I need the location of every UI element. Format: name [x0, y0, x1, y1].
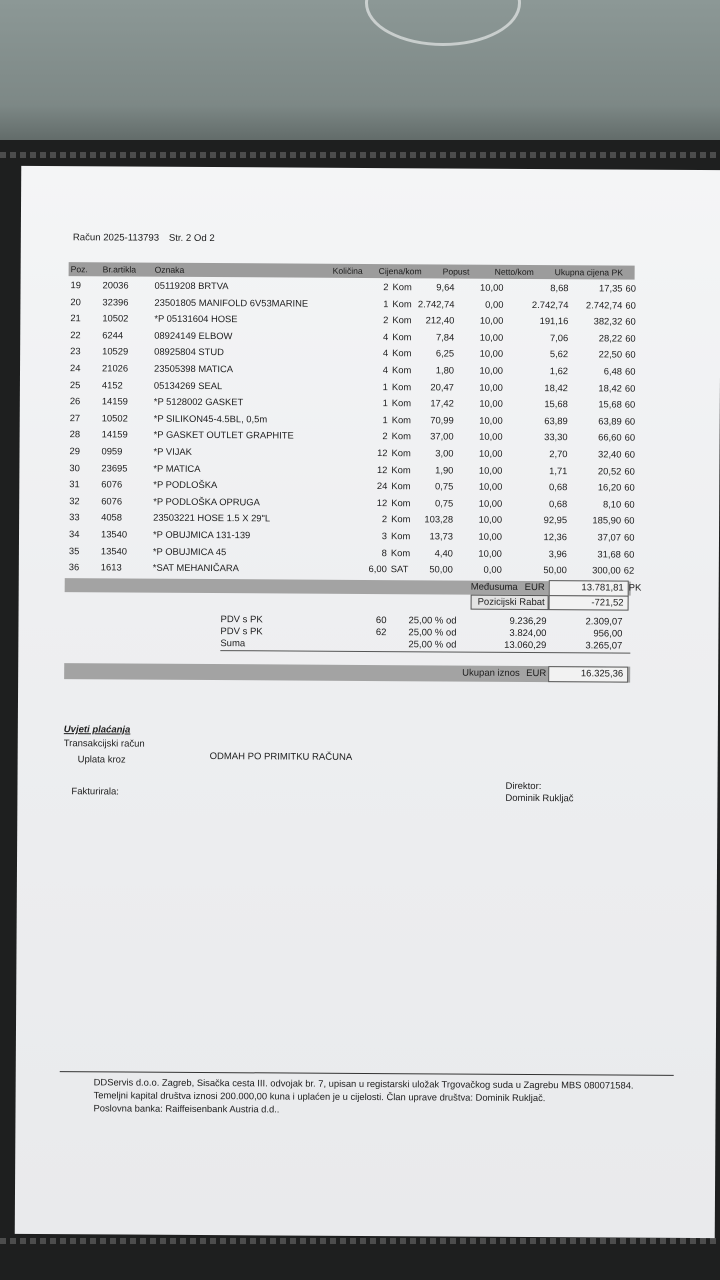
cell-neto: 63,89	[544, 414, 568, 427]
footer-bank-line: Poslovna banka: Raiffeisenbank Austria d.d..	[93, 1102, 280, 1115]
vat-amount: 2.309,07	[585, 616, 623, 628]
cell-cijena: 1,90	[435, 463, 454, 476]
cell-poz: 24	[70, 362, 81, 374]
cell-qty: 1	[382, 413, 388, 425]
cell-unit: Kom	[391, 447, 411, 459]
cell-neto: 50,00	[543, 564, 567, 576]
cell-ukupno: 18,42	[598, 381, 622, 394]
page-number: Str. 2 Od 2	[168, 232, 215, 245]
col-total: Ukupna cijena PK	[554, 267, 623, 278]
cell-pk: 60	[624, 415, 636, 427]
cell-ukupno: 17,35	[599, 282, 623, 294]
cell-popust: 10,00	[478, 464, 503, 476]
cell-unit: Kom	[392, 330, 412, 343]
cell-cijena: 4,40	[434, 546, 453, 559]
cell-art: 10529	[102, 345, 129, 357]
cell-oznaka: *P PODLOŠKA OPRUGA	[153, 495, 260, 508]
cell-cijena: 2.742,74	[417, 297, 455, 310]
folder-stitching-bottom	[0, 1238, 720, 1244]
cell-ukupno: 382,32	[593, 315, 623, 327]
cell-popust: 10,00	[479, 414, 503, 426]
table-surface	[0, 0, 720, 150]
cell-qty: 2	[383, 281, 389, 293]
cell-neto: 18,42	[544, 381, 568, 393]
cell-pk: 60	[624, 498, 635, 510]
cell-neto: 5,62	[549, 348, 569, 360]
cell-qty: 1	[382, 397, 388, 409]
cell-pk: 60	[624, 382, 636, 394]
cell-art: 6076	[101, 495, 123, 507]
cell-ukupno: 37,07	[597, 531, 622, 543]
cell-qty: 2	[381, 513, 388, 525]
cell-cijena: 6,25	[435, 347, 455, 359]
cell-unit: Kom	[390, 530, 411, 542]
cell-ukupno: 300,00	[592, 564, 621, 576]
col-quantity: Količina	[332, 265, 363, 276]
cell-unit: Kom	[391, 430, 411, 442]
subtotal-bar	[65, 578, 631, 595]
cell-art: 6076	[101, 478, 123, 490]
cell-unit: Kom	[391, 496, 411, 509]
cell-cijena: 9,64	[436, 281, 455, 293]
cell-unit: Kom	[391, 480, 411, 492]
cell-qty: 12	[377, 447, 388, 459]
cell-neto: 7,06	[549, 331, 569, 344]
cell-oznaka: *SAT MEHANIČARA	[152, 561, 239, 574]
cell-neto: 0,68	[549, 481, 568, 493]
cell-art: 21026	[102, 362, 129, 374]
cell-poz: 27	[69, 411, 81, 424]
cell-popust: 10,00	[479, 348, 504, 360]
cell-cijena: 1,80	[435, 364, 455, 376]
cell-qty: 8	[381, 546, 387, 558]
cell-oznaka: *P OBUJMICA 45	[152, 545, 227, 557]
cell-ukupno: 63,89	[598, 415, 622, 427]
invoiced-by-label: Fakturirala:	[71, 786, 119, 798]
cell-cijena: 0,75	[434, 497, 454, 509]
cell-unit: Kom	[391, 397, 412, 409]
cell-oznaka: *P PODLOŠKA	[153, 478, 218, 491]
cell-unit: Kom	[391, 413, 412, 426]
cell-qty: 4	[382, 364, 389, 376]
cell-popust: 10,00	[479, 314, 504, 327]
cell-poz: 23	[70, 345, 81, 357]
cell-neto: 33,30	[544, 431, 568, 443]
cell-neto: 2,70	[549, 448, 568, 460]
cell-oznaka: *P MATICA	[153, 462, 201, 474]
vat-label: Suma	[220, 638, 246, 650]
cell-popust: 10,00	[479, 381, 503, 393]
rabat-box	[549, 595, 629, 610]
cell-poz: 31	[69, 478, 80, 490]
payment-account: Transakcijski račun	[63, 738, 145, 750]
cell-pk: 60	[624, 465, 635, 477]
cell-poz: 25	[69, 378, 81, 390]
cell-cijena: 103,28	[424, 513, 454, 525]
cell-poz: 32	[69, 494, 80, 507]
cell-poz: 19	[70, 279, 82, 291]
footer-divider	[60, 1071, 674, 1076]
cell-oznaka: *P OBUJMICA 131-139	[152, 528, 251, 541]
cell-art: 6244	[102, 329, 124, 341]
cell-art: 20036	[102, 279, 129, 291]
cell-unit: Kom	[392, 314, 412, 326]
cell-pk: 60	[623, 531, 635, 543]
cell-oznaka: 05119208 BRTVA	[154, 279, 229, 292]
cell-unit: SAT	[390, 563, 409, 575]
cell-poz: 20	[70, 295, 81, 307]
cell-qty: 4	[382, 330, 389, 342]
cell-qty: 1	[383, 297, 389, 309]
payment-via-value: ODMAH PO PRIMITKU RAČUNA	[209, 751, 353, 763]
cell-qty: 1	[382, 380, 388, 392]
cell-art: 0959	[101, 445, 123, 457]
total-value: 16.325,36	[580, 668, 624, 680]
cell-unit: Kom	[391, 364, 412, 376]
cell-art: 23695	[101, 461, 128, 474]
cell-pk: 62	[623, 564, 635, 576]
cell-ukupno: 15,68	[598, 398, 622, 410]
vat-label: PDV s PK	[220, 614, 263, 626]
cell-poz: 21	[70, 312, 81, 324]
cell-popust: 10,00	[478, 547, 502, 559]
cell-oznaka: 08924149 ELBOW	[154, 329, 233, 341]
cell-oznaka: 23505398 MATICA	[154, 362, 234, 375]
cell-popust: 10,00	[480, 281, 504, 293]
cell-neto: 92,95	[543, 514, 568, 526]
col-net: Netto/kom	[494, 266, 534, 278]
cell-poz: 22	[70, 328, 81, 341]
cell-cijena: 70,99	[430, 414, 454, 426]
subtotal-pk: PK	[628, 582, 642, 594]
cell-popust: 10,00	[478, 530, 503, 542]
cell-ukupno: 6,48	[603, 365, 623, 377]
cell-poz: 33	[69, 511, 80, 523]
footer-capital-line: Temeljni kapital društva iznosi 200.000,00 kuna i uplaćen je u cijelosti. Član uprave društva: Dominik Rukljač.	[93, 1089, 546, 1104]
cell-unit: Kom	[392, 281, 412, 293]
rabat-label-box	[471, 595, 549, 610]
cell-art: 13540	[100, 544, 128, 557]
vat-base: 9.236,29	[509, 615, 547, 628]
cell-qty: 4	[382, 347, 389, 359]
vat-rate: 25,00 % od	[408, 615, 457, 627]
cell-qty: 12	[376, 463, 388, 475]
cell-cijena: 17,42	[430, 397, 454, 409]
cell-cijena: 212,40	[425, 314, 455, 326]
payment-via-label: Uplata kroz	[77, 754, 126, 766]
cell-oznaka: 23501805 MANIFOLD 6V53MARINE	[154, 296, 309, 309]
cell-poz: 36	[68, 561, 80, 573]
cell-popust: 10,00	[478, 514, 503, 526]
invoice-number: Račun 2025-113793	[72, 232, 160, 244]
rabat-label: Pozicijski Rabat	[477, 596, 545, 609]
cell-qty: 12	[376, 496, 388, 508]
cell-art: 14159	[101, 428, 128, 440]
cell-popust: 10,00	[478, 480, 503, 493]
cell-oznaka: *P 5128002 GASKET	[153, 395, 244, 408]
cell-pk: 60	[624, 398, 636, 410]
cell-unit: Kom	[391, 380, 412, 392]
cell-qty: 2	[382, 430, 388, 442]
cell-art: 13540	[100, 528, 128, 540]
table-row	[19, 560, 719, 580]
cell-pk: 60	[625, 315, 636, 327]
col-discount: Popust	[442, 266, 470, 277]
cell-ukupno: 22,50	[598, 348, 623, 360]
cell-neto: 15,68	[544, 398, 568, 410]
cell-neto: 2.742,74	[531, 298, 569, 310]
cell-unit: Kom	[390, 546, 411, 558]
vat-amount: 956,00	[593, 628, 623, 640]
cell-unit: Kom	[391, 513, 411, 525]
cell-unit: Kom	[392, 297, 412, 309]
cell-pk: 60	[624, 431, 636, 444]
footer-company-line: DDServis d.o.o. Zagreb, Sisačka cesta III. odvojak br. 7, upisan u registarski uložak Trgovačkog suda u Zagrebu MBS 080071584.	[93, 1076, 634, 1091]
vat-code: 60	[375, 615, 387, 627]
subtotal-box	[549, 580, 629, 596]
cell-popust: 10,00	[479, 447, 503, 459]
total-currency: EUR	[526, 667, 547, 680]
payment-terms-title: Uvjeti plaćanja	[63, 724, 131, 736]
folder-stitching-top	[0, 152, 720, 158]
cell-ukupno: 20,52	[597, 464, 622, 477]
cell-cijena: 37,00	[430, 430, 454, 442]
cell-pk: 60	[625, 299, 636, 311]
director-name: Dominik Rukljač	[505, 792, 574, 805]
cell-art: 1613	[100, 561, 122, 573]
subtotal-label: Međusuma	[470, 581, 518, 593]
cell-pk: 60	[624, 481, 635, 493]
vat-underline	[220, 650, 630, 654]
cell-cijena: 7,84	[435, 331, 455, 343]
cell-pk: 60	[625, 282, 637, 294]
cell-neto: 1,62	[549, 365, 569, 377]
cell-ukupno: 185,90	[592, 514, 622, 526]
vat-base: 3.824,00	[509, 627, 547, 640]
cell-neto: 1,71	[549, 464, 568, 476]
cell-cijena: 3,00	[435, 447, 454, 459]
vat-code: 62	[375, 627, 387, 639]
table-header	[69, 262, 635, 279]
cell-cijena: 13,73	[429, 530, 454, 542]
light-reflection	[365, 0, 521, 46]
cell-ukupno: 66,60	[598, 431, 622, 443]
cell-neto: 0,68	[548, 497, 568, 510]
invoice-page	[15, 166, 720, 1238]
cell-poz: 35	[68, 544, 80, 556]
cell-art: 32396	[102, 295, 129, 308]
cell-poz: 26	[69, 395, 81, 407]
cell-art: 14159	[101, 395, 128, 407]
col-article: Br.artikla	[102, 264, 137, 275]
cell-art: 4152	[101, 378, 123, 391]
cell-unit: Kom	[392, 347, 412, 359]
cell-ukupno: 31,68	[597, 547, 621, 560]
cell-oznaka: *P GASKET OUTLET GRAPHITE	[153, 429, 294, 441]
cell-cijena: 0,75	[435, 480, 454, 492]
cell-cijena: 50,00	[429, 563, 453, 575]
vat-label: PDV s PK	[220, 626, 263, 638]
cell-art: 4058	[101, 511, 123, 523]
cell-pk: 60	[624, 448, 635, 460]
cell-popust: 10,00	[479, 331, 504, 343]
cell-oznaka: *P SILIKON45-4.5BL, 0,5m	[153, 412, 268, 425]
cell-qty: 6,00	[368, 563, 387, 575]
cell-neto: 12,36	[543, 531, 568, 543]
cell-oznaka: 23503221 HOSE 1.5 X 29"L	[153, 512, 271, 524]
cell-pk: 60	[623, 548, 635, 560]
cell-pk: 60	[625, 332, 636, 344]
cell-qty: 2	[383, 314, 389, 326]
total-label: Ukupan iznos	[462, 667, 520, 679]
cell-neto: 8,68	[550, 282, 569, 294]
cell-ukupno: 28,22	[598, 332, 623, 344]
cell-art: 10502	[101, 412, 128, 424]
col-poz: Poz.	[70, 264, 88, 275]
vat-base: 13.060,29	[504, 639, 547, 652]
cell-pk: 60	[624, 514, 635, 527]
cell-popust: 10,00	[479, 364, 504, 376]
cell-pk: 60	[625, 348, 636, 361]
cell-ukupno: 8,10	[602, 498, 622, 510]
cell-qty: 3	[381, 530, 388, 542]
cell-popust: 10,00	[479, 397, 503, 410]
cell-neto: 3,96	[548, 547, 567, 559]
cell-oznaka: 05134269 SEAL	[153, 379, 223, 391]
rabat-value: -721,52	[591, 597, 624, 609]
cell-unit: Kom	[391, 463, 411, 475]
vat-rate: 25,00 % od	[408, 627, 457, 639]
cell-neto: 191,16	[539, 315, 569, 327]
cell-poz: 30	[69, 461, 80, 473]
cell-ukupno: 2.742,74	[585, 298, 623, 311]
vat-amount: 3.265,07	[585, 640, 623, 652]
col-price: Cijena/kom	[378, 266, 422, 277]
cell-popust: 0,00	[485, 298, 504, 310]
cell-pk: 60	[624, 365, 636, 377]
cell-popust: 10,00	[478, 497, 503, 509]
cell-poz: 29	[69, 445, 81, 457]
cell-oznaka: *P VIJAK	[153, 445, 192, 457]
subtotal-currency: EUR	[524, 581, 545, 594]
cell-poz: 34	[68, 528, 80, 540]
total-box	[548, 666, 628, 682]
col-description: Oznaka	[154, 264, 185, 275]
cell-cijena: 20,47	[430, 380, 454, 393]
cell-popust: 10,00	[479, 431, 503, 443]
director-label: Direktor:	[505, 780, 542, 793]
cell-qty: 24	[376, 480, 388, 492]
subtotal-value: 13.781,81	[581, 582, 624, 594]
cell-popust: 0,00	[483, 563, 502, 576]
cell-ukupno: 32,40	[598, 448, 622, 460]
vat-rate: 25,00 % od	[408, 639, 457, 651]
cell-poz: 28	[69, 428, 81, 440]
cell-art: 10502	[102, 312, 129, 324]
cell-ukupno: 16,20	[597, 481, 622, 493]
cell-oznaka: 08925804 STUD	[154, 346, 225, 358]
cell-oznaka: *P 05131604 HOSE	[154, 312, 238, 325]
